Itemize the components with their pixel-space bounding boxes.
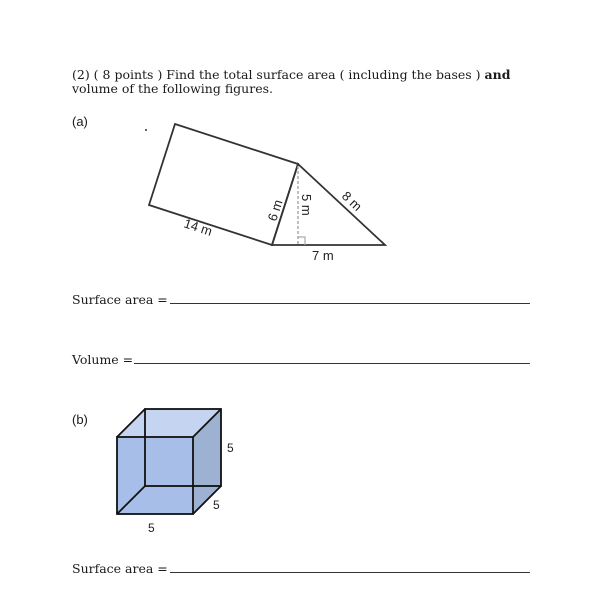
right-angle-mark	[298, 237, 305, 245]
question-suffix: volume of the following figures.	[72, 81, 273, 96]
cube-depth-label: 5	[213, 498, 220, 512]
label-14m: 14 m	[182, 215, 215, 239]
prism-triangle-face	[272, 164, 385, 245]
label-7m: 7 m	[312, 248, 334, 263]
surface-area-a-answer-line[interactable]	[170, 303, 530, 304]
cube-width-label: 5	[148, 521, 155, 535]
prism-rectangle-face	[149, 124, 298, 245]
surface-area-a-label: Surface area =	[72, 292, 168, 307]
cube-height-label: 5	[227, 441, 234, 455]
stray-dot	[145, 129, 147, 131]
label-5m: 5 m	[299, 194, 314, 216]
part-a-label: (a)	[72, 114, 88, 129]
label-8m: 8 m	[338, 188, 366, 214]
question-bold: and	[484, 67, 511, 82]
volume-a-label: Volume =	[72, 352, 134, 367]
volume-a-answer-line[interactable]	[134, 363, 530, 364]
surface-area-b-answer-line[interactable]	[170, 572, 530, 573]
question-prefix: (2) ( 8 points ) Find the total surface area ( including the bases )	[72, 67, 485, 82]
part-b-label: (b)	[72, 412, 88, 427]
surface-area-b-label: Surface area =	[72, 561, 168, 576]
label-6m: 6 m	[264, 197, 286, 223]
